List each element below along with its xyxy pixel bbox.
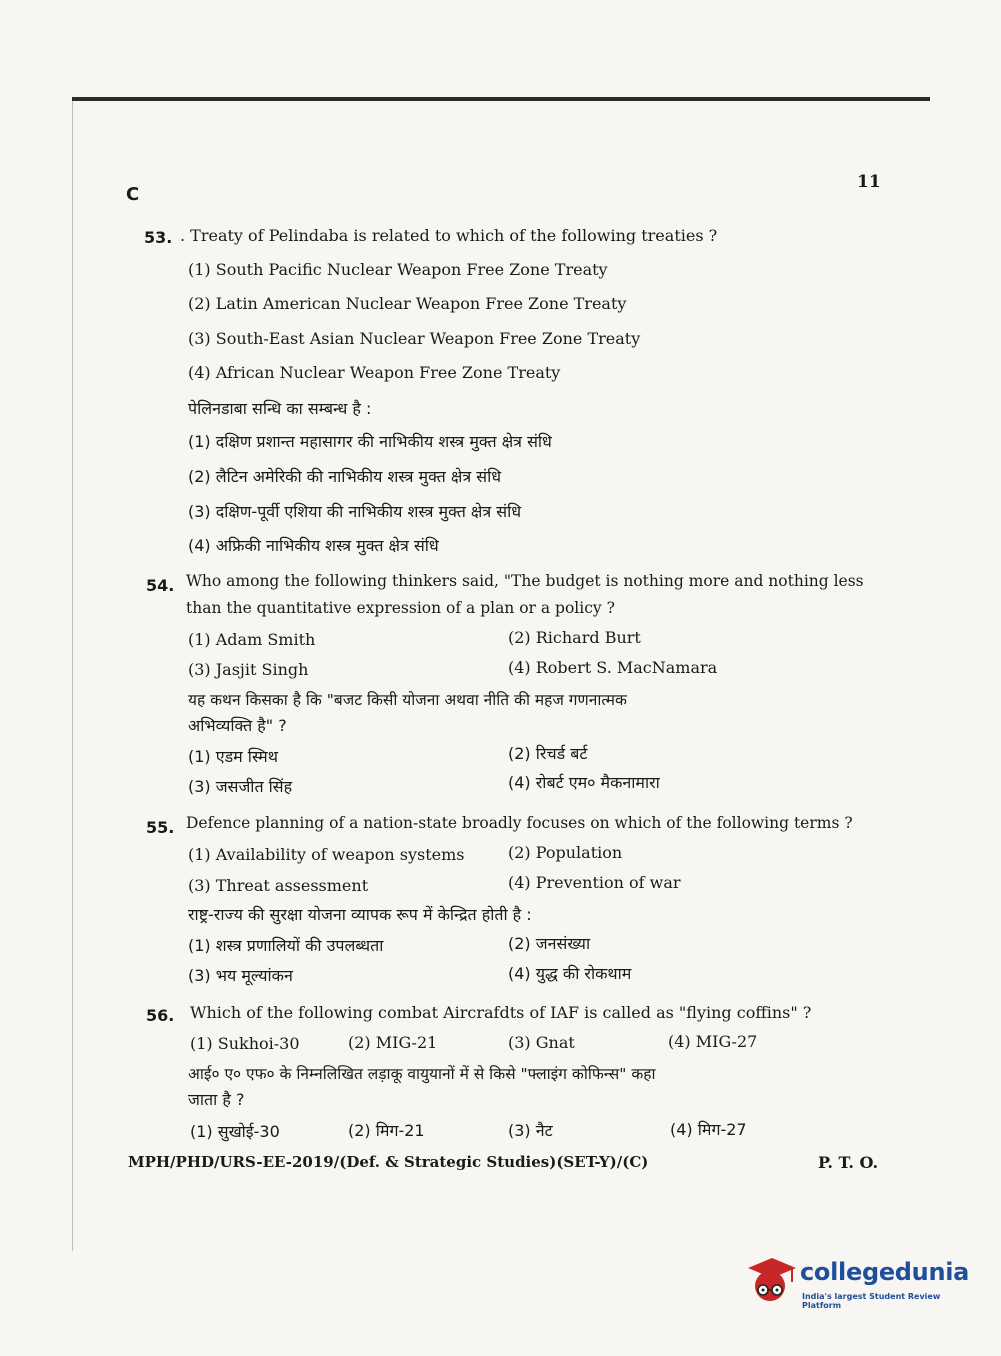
- q55-option-3: (3) Threat assessment: [188, 876, 369, 895]
- q54-hindi-text-line-1: यह कथन किसका है कि "बजट किसी योजना अथवा नीति की महज गणनात्मक: [188, 691, 627, 709]
- q56-option-2: (2) MIG-21: [348, 1033, 438, 1052]
- page-number: 11: [857, 172, 881, 192]
- q54-option-3: (3) Jasjit Singh: [188, 660, 309, 679]
- q53-hindi-option-3: (3) दक्षिण-पूर्वी एशिया की नाभिकीय शस्त्र मुक्त क्षेत्र संधि: [188, 502, 522, 521]
- q55-hindi-text: राष्ट्र-राज्य की सुरक्षा योजना व्यापक रूप में केन्द्रित होती है :: [188, 905, 532, 924]
- q56-hindi-text-line-2: जाता है ?: [188, 1090, 245, 1109]
- collegedunia-watermark: [742, 1252, 972, 1312]
- q55-option-1: (1) Availability of weapon systems: [188, 845, 465, 864]
- q54-hindi-option-4: (4) रोबर्ट एम० मैकनामारा: [508, 773, 660, 792]
- q53-hindi-option-2: (2) लैटिन अमेरिकी की नाभिकीय शस्त्र मुक्त क्षेत्र संधि: [188, 467, 502, 486]
- q53-option-3: (3) South-East Asian Nuclear Weapon Free Zone Treaty: [188, 329, 641, 348]
- q56-hindi-option-2: (2) मिग-21: [348, 1121, 425, 1140]
- question-54-number: 54.: [146, 576, 175, 595]
- q56-hindi-text-line-1: आई० ए० एफ० के निम्नलिखित लड़ाकू वायुयानों में से किसे "फ्लाइंग कोफिन्स" कहा: [188, 1065, 656, 1083]
- question-55-text: Defence planning of a nation-state broadly focuses on which of the following terms ?: [186, 814, 853, 832]
- q55-option-4: (4) Prevention of war: [508, 873, 681, 892]
- q56-hindi-option-3: (3) नैट: [508, 1121, 553, 1140]
- q53-option-2: (2) Latin American Nuclear Weapon Free Zone Treaty: [188, 294, 627, 313]
- q53-hindi-option-4: (4) अफ्रिकी नाभिकीय शस्त्र मुक्त क्षेत्र संधि: [188, 536, 439, 555]
- q53-option-1: (1) South Pacific Nuclear Weapon Free Zone Treaty: [188, 260, 608, 279]
- q54-hindi-option-2: (2) रिचर्ड बर्ट: [508, 744, 588, 763]
- q55-hindi-option-2: (2) जनसंख्या: [508, 934, 591, 953]
- q56-option-4: (4) MIG-27: [668, 1032, 758, 1051]
- q56-hindi-option-4: (4) मिग-27: [670, 1120, 747, 1139]
- q54-hindi-text-line-2: अभिव्यक्ति है" ?: [188, 716, 287, 735]
- q53-hindi-text: पेलिनडाबा सन्धि का सम्बन्ध है :: [188, 399, 372, 418]
- q56-option-3: (3) Gnat: [508, 1033, 575, 1052]
- q54-option-1: (1) Adam Smith: [188, 630, 316, 649]
- page-edge: [72, 101, 73, 1251]
- question-54-text-line-2: than the quantitative expression of a plan or a policy ?: [186, 599, 615, 617]
- question-55-number: 55.: [146, 818, 175, 837]
- watermark-tagline: India's largest Student Review Platform: [802, 1292, 941, 1310]
- q53-option-4: (4) African Nuclear Weapon Free Zone Treaty: [188, 363, 561, 382]
- collegedunia-logo-icon: [742, 1252, 798, 1308]
- question-53-text: . Treaty of Pelindaba is related to which of the following treaties ?: [180, 226, 718, 245]
- pto-label: P. T. O.: [818, 1153, 879, 1172]
- question-54-text-line-1: Who among the following thinkers said, "The budget is nothing more and nothing less: [186, 572, 864, 590]
- set-code: C: [126, 184, 140, 205]
- q53-hindi-option-1: (1) दक्षिण प्रशान्त महासागर की नाभिकीय शस्त्र मुक्त क्षेत्र संधि: [188, 432, 552, 451]
- q54-hindi-option-1: (1) एडम स्मिथ: [188, 747, 278, 766]
- q56-hindi-option-1: (1) सुखोई-30: [190, 1122, 280, 1141]
- q56-option-1: (1) Sukhoi-30: [190, 1034, 300, 1053]
- question-56-text: Which of the following combat Aircrafdts of IAF is called as "flying coffins" ?: [190, 1003, 812, 1022]
- question-53-number: 53.: [144, 228, 173, 247]
- q55-hindi-option-4: (4) युद्ध की रोकथाम: [508, 964, 632, 983]
- q54-option-2: (2) Richard Burt: [508, 628, 641, 647]
- q55-hindi-option-3: (3) भय मूल्यांकन: [188, 966, 293, 985]
- paper-code: MPH/PHD/URS-EE-2019/(Def. & Strategic Studies)(SET-Y)/(C): [128, 1153, 649, 1171]
- question-56-number: 56.: [146, 1006, 175, 1025]
- q54-hindi-option-3: (3) जसजीत सिंह: [188, 777, 293, 796]
- q54-option-4: (4) Robert S. MacNamara: [508, 658, 718, 677]
- top-rule: [72, 97, 930, 101]
- q55-option-2: (2) Population: [508, 843, 623, 862]
- q55-hindi-option-1: (1) शस्त्र प्रणालियों की उपलब्धता: [188, 936, 384, 955]
- watermark-name: collegedunia: [800, 1258, 970, 1286]
